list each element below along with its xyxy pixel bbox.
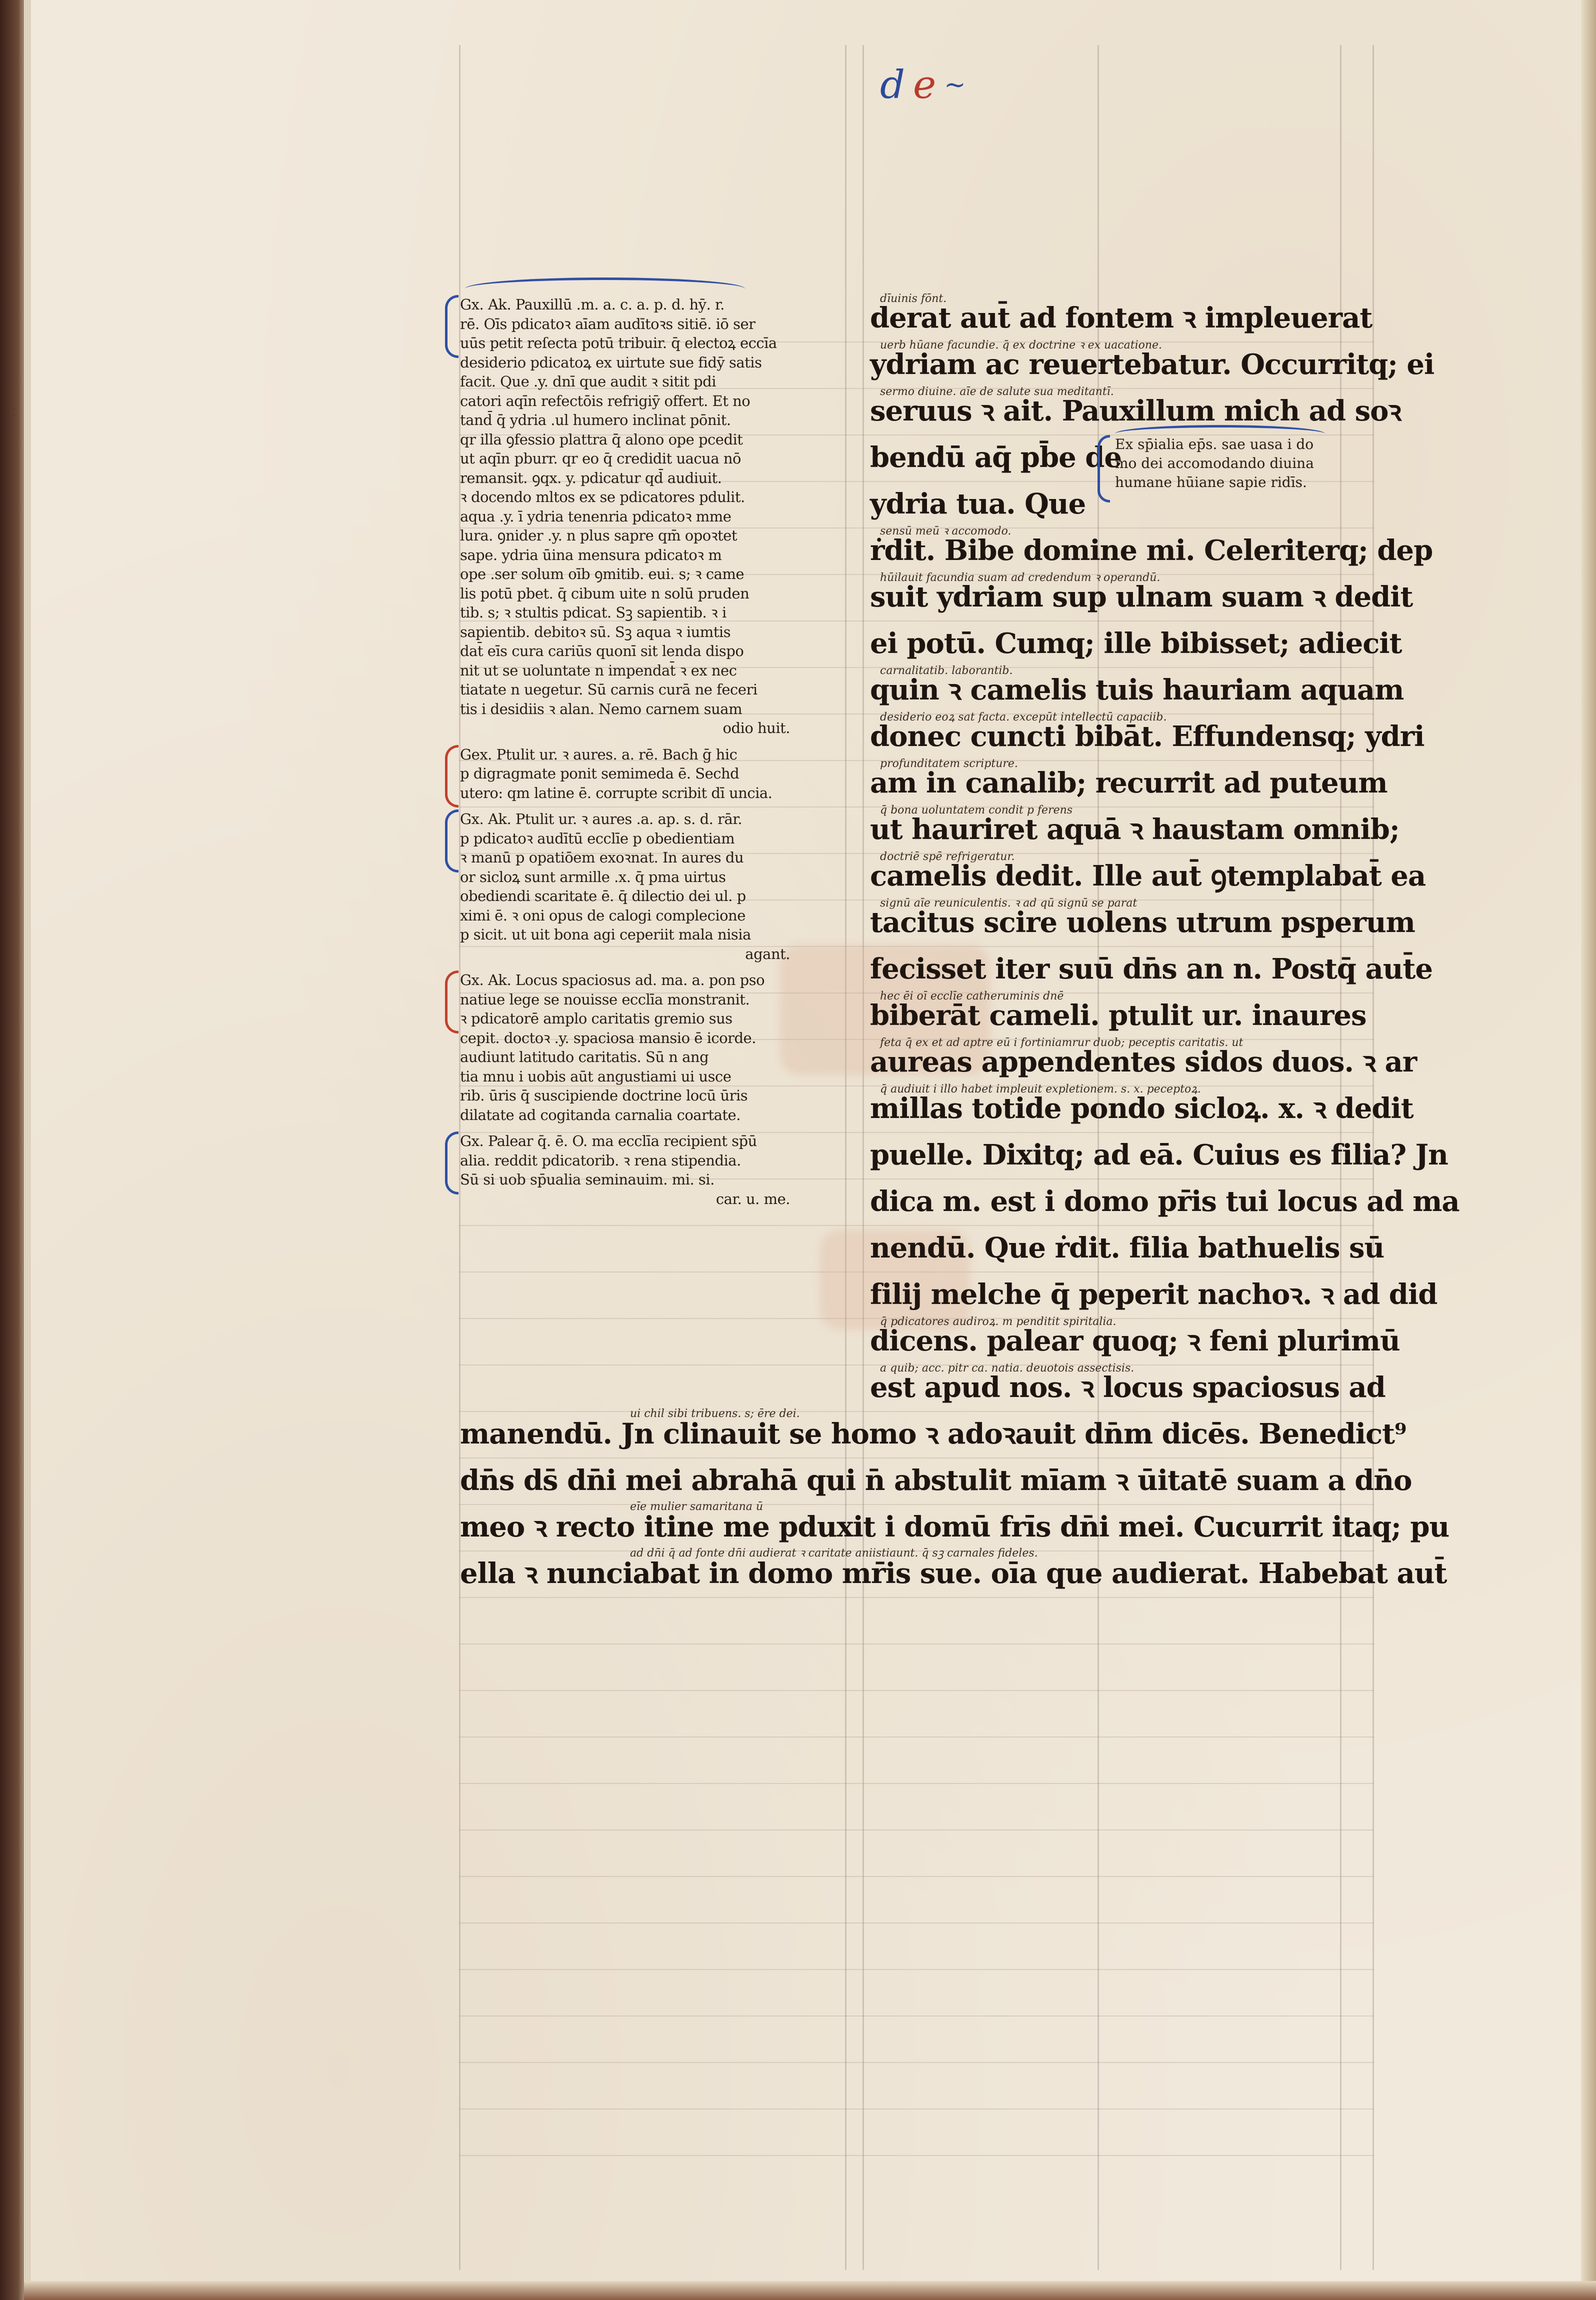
gloss-line: ximi ē. ꝛ oni opus de calogi complecione [460,906,746,924]
full-width-line [460,1458,1412,1504]
gloss-column [460,295,850,1208]
paragraph-gap [460,964,850,970]
gloss-line: Gx. Ak. Locus spaciosus ad. ma. a. pon pso [460,972,765,988]
main-text: puelle. Dixitq; ad eā. Cuius es filia? Jn [870,1138,1448,1172]
gloss-line: lura. ꝯnider .y. n plus sapre qm̄ opoꝛtet [460,527,737,544]
interlinear-gloss: ad dn̄i q̄ ad fonte dn̄i audierat ꝛ caritate aniistiaunt. q̄ sꝫ carnales fideles. [630,1547,1038,1560]
gloss-paragraph [460,295,850,738]
main-text: derat aut̄ ad fontem ꝛ impleuerat [870,302,1372,334]
main-text-line [870,525,1433,574]
main-text: ṙdit. Bibe domine mi. Celeriterq; dep [870,534,1433,567]
paragraph-gap [460,738,850,745]
gloss-line: Gex. Ptulit ur. ꝛ aures. a. rē. Bach ḡ hic [460,746,738,763]
inset-gloss-line: mo dei accomodando diuina [1115,455,1314,472]
main-text: camelis dedit. Ille aut̄ ꝯtemplabat̄ ea [870,860,1426,892]
initial-bracket [445,295,458,358]
gloss-line: sape. ydria ūina mensura pdicatoꝛ m [460,546,722,564]
gloss-line: tiatate n uegetur. Sū carnis curā ne feceri [460,681,758,698]
gloss-line: Sū si uob sp̄ualia seminauim. mi. si. [460,1171,714,1188]
gloss-line: uūs petit reſecta potū tribuir. q̄ electoꝝ eccīa [460,334,777,352]
running-head-right: e [912,62,936,108]
ruling-line [459,1597,1374,1598]
main-text-line [870,804,1400,853]
interlinear-gloss: desiderio eoꝝ sat facta. excepūt intellectū capaciib. [880,711,1167,724]
main-text: ei potū. Cumq; ille bibisset; adiecit [870,627,1402,660]
main-text: ydria tua. Que [870,488,1086,520]
gloss-line: sapientib. debitoꝛ sū. Sꝫ aqua ꝛ iumtis [460,623,731,640]
gloss-line: odio huit. [722,720,790,736]
gloss-line: Gx. Ak. Ptulit ur. ꝛ aures .a. ap. s. d. rār. [460,810,742,828]
gloss-line: dat̄ eīs cura cariūs quonī sit lenda dispo [460,642,744,660]
main-text-line [870,1272,1438,1318]
gloss-paragraph [460,810,850,964]
main-text-line [870,946,1432,992]
paragraph-gap [460,1124,850,1132]
gloss-line: utero: qm latine ē. corrupte scribit dī uncia. [460,784,772,802]
main-text: quin ꝛ camelis tuis hauriam aquam [870,674,1404,706]
gloss-line: rē. Oīs pdicatoꝛ aīam audītoꝛs sitiē. iō ser [460,315,756,332]
gloss-line: nit ut se uoluntate n impendat̄ ꝛ ex nec [460,662,737,679]
inset-gloss [1115,435,1375,492]
main-text-line [870,572,1413,620]
interlinear-gloss: a quib; acc. pitr ca. natia. deuotois assectisis. [880,1362,1134,1374]
main-text-line [870,1362,1386,1411]
gloss-paragraph [460,970,850,1124]
gloss-line: ꝛ manū p opatiōem exoꝛnat. In aures du [460,849,744,866]
page-bottom-edge [24,2281,1596,2300]
gloss-line: rib. ūris q̄ suscipiende doctrine locū ūris [460,1087,748,1104]
gloss-line: remansit. ꝯqx. y. pdicatur qd̄ audiuit. [460,469,722,486]
ruling-line [459,2108,1374,2110]
main-text: seruus ꝛ ait. Pauxillum mich ad soꝛ [870,394,1402,428]
main-text-line [870,1225,1384,1272]
main-text: dicens. palear quoq; ꝛ feni plurimū [870,1324,1400,1358]
gloss-line: dilatate ad cogitanda carnalia coartate. [460,1106,740,1124]
gloss-line: ꝛ docendo mltos ex se pdicatores pdulit. [460,488,745,506]
initial-bracket [445,745,458,808]
main-text-line [870,1132,1448,1178]
main-text-line [870,292,1372,342]
main-text-line [870,758,1388,806]
main-text: donec cuncti bibāt. Effundensq; ydri [870,720,1424,753]
main-text-line [870,897,1415,946]
main-text-line [870,850,1426,900]
main-text: suit ydriam sup ulnam suam ꝛ dedit [870,580,1413,614]
ruling-line [862,45,864,2270]
ruling-line [459,1922,1374,1924]
gloss-line: ut aqīn pburr. qr eo q̄ credidit uacua nō [460,450,741,467]
gloss-line: car. u. me. [716,1190,790,1208]
ruling-line [459,2155,1374,2156]
main-text: nendū. Que ṙdit. filia bathuelis sū [870,1232,1384,1264]
initial-bracket [445,970,458,1034]
main-text-line [870,664,1404,714]
gloss-line: Gx. Ak. Pauxillū .m. a. c. a. p. d. hȳ. r. [460,296,724,313]
full-width-line [460,1547,1447,1597]
gloss-line: aqua .y. ī ydria tenenria pdicatoꝛ mme [460,508,732,525]
paragraph-gap [460,802,850,810]
main-text-line [870,620,1402,667]
interlinear-gloss: ui chil sibi tribuens. s; ēre dei. [630,1408,800,1420]
main-text: biberāt cameli. ptulit ur. inaures [870,999,1366,1032]
running-head [880,62,1080,108]
main-text: manendū. Jn clinauit se homo ꝛ adoꝛauit dn̄m dicēs. Benedict⁹ [460,1418,1406,1450]
initial-bracket [445,1132,458,1194]
interlinear-gloss: profunditatem scripture. [880,758,1018,770]
gloss-line: catori aqīn refectōis refrigiȳ offert. Et no [460,392,750,410]
gloss-line: cepit. doctoꝛ .y. spaciosa mansio ē icorde. [460,1029,756,1046]
ruling-line [459,1736,1374,1738]
gloss-line: tand̄ q̄ ydria .ul humero inclinat pōnit. [460,412,731,428]
gloss-line: p digragmate ponit semimeda ē. Sechd [460,765,740,782]
initial-bracket [445,810,458,872]
inset-gloss-line: humane hūiane sapie ridīs. [1115,474,1307,490]
main-text: ella ꝛ nunciabat in domo mr̄is sue. oīa que audierat. Habebat aut̄ [460,1557,1447,1590]
gloss-line: p sicit. ut uit bona agi ceperiit mala nisia [460,926,751,943]
main-text-line [870,1036,1417,1086]
main-text-line [870,711,1424,760]
ruling-line [459,1876,1374,1877]
ruling-line [459,2062,1374,2063]
main-text: filij melche q̄ peperit nachoꝛ. ꝛ ad did [870,1278,1438,1311]
margin-mark: ‹ [9,400,17,423]
page-stack-edge [24,0,31,2300]
ruling-line [459,1690,1374,1691]
interlinear-gloss: signū aīe reuniculentis. ꝛ ad qū signū se parat [880,897,1138,910]
main-text: aureas appendentes sidos duos. ꝛ ar [870,1046,1417,1078]
main-text-line [870,1178,1460,1225]
gloss-line: desiderio pdicatoꝝ ex uirtute sue fidȳ satis [460,354,762,371]
main-text: meo ꝛ recto itine me pduxit i domū frīs dn̄i mei. Cucurrit itaq; pu [460,1510,1450,1544]
gloss-line: or sicloꝝ sunt armille .x. q̄ pma uirtus [460,868,726,886]
interlinear-gloss: hūilauit facundia suam ad credendum ꝛ operandū. [880,572,1160,584]
main-text-line [870,1316,1400,1364]
gloss-line: tia mnu i uobis aūt angustiami ui usce [460,1068,732,1085]
main-text-line [870,434,1122,481]
interlinear-gloss: q̄ bona uoluntatem condit p ferens [880,804,1073,816]
interlinear-gloss: doctriē spē refrigeratur. [880,850,1015,863]
gloss-line: lis potū pbet. q̄ cibum uite n solū pruden [460,584,750,602]
inset-gloss-bracket [1098,435,1110,502]
main-text-line [870,339,1434,388]
main-text: tacitus scire uolens utrum psperum [870,906,1415,939]
interlinear-gloss: uerb hūane facundie. q̄ ex doctrine ꝛ ex uacatione. [880,339,1162,352]
interlinear-gloss: dīuinis fōnt. [880,292,947,305]
inset-gloss-line: Ex sp̄ialia ep̄s. sae uasa i do [1115,436,1314,452]
interlinear-gloss: q̄ pdicatores audiroꝝ. m penditit spiritalia. [880,1316,1116,1328]
interlinear-gloss: hec ēi oī ecclīe catheruminis dnē [880,990,1064,1002]
running-head-left: d [880,62,905,108]
gloss-line: qr illa ꝯfessio plattra q̄ alono ope pcedit [460,430,743,448]
main-text: bendū aq̄ pb̄e de [870,441,1122,474]
gloss-line: p pdicatoꝛ audītū ecclīe p obedientiam [460,830,735,847]
main-text: dica m. est i domo pr̄is tui locus ad ma [870,1185,1460,1218]
gloss-line: facit. Que .y. dnī que audit ꝛ sitit pdi [460,373,716,390]
ruling-line [459,1783,1374,1784]
main-text-line [870,992,1370,1039]
gloss-line: tib. s; ꝛ stultis pdicat. Sꝫ sapientib. ꝛ i [460,604,726,621]
gloss-paragraph [460,1132,850,1208]
gloss-line: alia. reddit pdicatorib. ꝛ rena stipendia. [460,1152,741,1169]
main-text: ydriam ac reuertebatur. Occurritq; ei [870,348,1434,381]
interlinear-gloss: sensū meū ꝛ accomodo. [880,525,1012,538]
gloss-line: agant. [745,945,790,962]
main-text: millas totide pondo sicloꝝ. x. ꝛ dedit [870,1092,1414,1125]
main-text-line [870,481,1100,528]
running-head-tail: ~ [944,70,966,100]
main-text: dn̄s ds̄ dn̄i mei abrahā qui n̄ abstulit mīam ꝛ ūitatē suam a dn̄o [460,1464,1412,1497]
interlinear-gloss: sermo diuine. aīe de salute sua meditantī. [880,386,1114,398]
main-text: ut hauriret aquā ꝛ haustam omnib; [870,813,1400,846]
gloss-line: audiunt latitudo caritatis. Sū n ang [460,1048,709,1066]
gloss-line: ꝛ pdicatorē amplo caritatis gremio sus [460,1010,732,1027]
main-text-line [870,1083,1414,1132]
main-text: fecisset iter suū dn̄s an n. Postq̄ aut̄e [870,952,1432,986]
gloss-line: natiue lege se nouisse ecclīa monstranit. [460,990,750,1008]
gloss-line: ope .ser solum oīb ꝯmitib. eui. s; ꝛ came [460,566,744,582]
full-width-line [460,1500,1450,1550]
main-text: am in canalib; recurrit ad puteum [870,766,1388,800]
ruling-line [459,1969,1374,1970]
gloss-line: obediendi scaritate ē. q̄ dilectio dei ul. p [460,888,746,904]
gloss-line: tis i desidiis ꝛ alan. Nemo carnem suam [460,700,742,718]
interlinear-gloss: feta q̄ ex et ad aptre eū i fortiniamrur duob; peceptis caritatis. ut [880,1036,1244,1049]
gloss-line: Gx. Palear q̄. ē. O. ma ecclīa recipient sp̄ū [460,1132,757,1150]
pen-flourish [1115,425,1325,442]
full-width-line [460,1408,1406,1458]
gloss-paragraph [460,745,850,803]
main-text: est apud nos. ꝛ locus spaciosus ad [870,1371,1386,1404]
interlinear-gloss: carnalitatib. laborantib. [880,664,1013,677]
interlinear-gloss: q̄ audiuit i illo habet impleuit expletionem. s. x. peceptoꝝ. [880,1083,1201,1096]
page-edge-right [1581,0,1596,2300]
interlinear-gloss: eīe mulier samaritana ū [630,1500,764,1513]
